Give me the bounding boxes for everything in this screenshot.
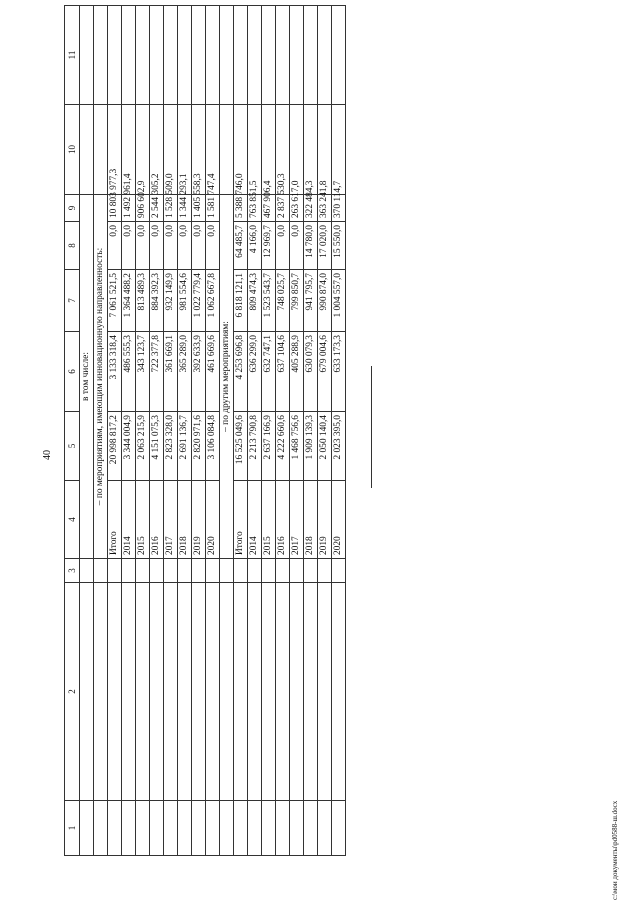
value-cell: 722 377,8 [149, 332, 163, 412]
separator-line [371, 366, 372, 488]
value-cell: 1 022 779,4 [191, 270, 205, 332]
value-cell: 981 554,6 [177, 270, 191, 332]
value-cell: 2 213 790,8 [247, 412, 261, 481]
empty-cell [177, 801, 191, 856]
year-cell: 2016 [275, 481, 289, 559]
year-cell: 2019 [191, 481, 205, 559]
value-cell: 14 780,0 [303, 222, 317, 270]
empty-cell [275, 6, 289, 105]
table-row [163, 6, 177, 856]
value-cell: 343 123,7 [135, 332, 149, 412]
value-cell: 12 969,7 [261, 222, 275, 270]
column-number: 2 [65, 583, 80, 801]
value-cell: 461 669,6 [205, 332, 219, 412]
value-cell: 748 025,7 [275, 270, 289, 332]
year-cell: Итого [107, 481, 121, 559]
empty-cell [149, 559, 163, 583]
empty-cell [177, 559, 191, 583]
empty-cell [93, 105, 107, 195]
table-row [303, 6, 317, 856]
year-cell: Итого [233, 481, 247, 559]
value-cell: 884 392,3 [149, 270, 163, 332]
empty-cell [177, 6, 191, 105]
empty-cell [121, 583, 135, 801]
year-cell: 2018 [303, 481, 317, 559]
empty-cell [303, 559, 317, 583]
empty-cell [93, 801, 107, 856]
empty-cell [219, 105, 233, 195]
year-cell: 2015 [135, 481, 149, 559]
value-cell: 0,0 [191, 222, 205, 270]
empty-cell [191, 6, 205, 105]
year-cell: 2020 [331, 481, 345, 559]
value-cell: 813 489,3 [135, 270, 149, 332]
empty-cell [233, 801, 247, 856]
subheader-row [79, 6, 93, 856]
year-cell: 2019 [317, 481, 331, 559]
empty-cell [191, 559, 205, 583]
value-cell: 1 364 488,2 [121, 270, 135, 332]
empty-cell [275, 559, 289, 583]
empty-cell [303, 801, 317, 856]
table-row [317, 6, 331, 856]
empty-cell [163, 6, 177, 105]
table-row [205, 6, 219, 856]
empty-cell [135, 559, 149, 583]
value-cell: 1 523 543,7 [261, 270, 275, 332]
year-cell: 2014 [121, 481, 135, 559]
empty-cell [79, 559, 93, 583]
empty-cell [261, 801, 275, 856]
empty-cell [289, 6, 303, 105]
empty-cell [149, 6, 163, 105]
empty-cell [261, 559, 275, 583]
value-cell: 679 004,6 [317, 332, 331, 412]
value-cell: 932 149,9 [163, 270, 177, 332]
value-cell: 4 253 696,8 [233, 332, 247, 412]
empty-cell [93, 583, 107, 801]
value-cell: 2 820 971,6 [191, 412, 205, 481]
empty-cell [233, 559, 247, 583]
value-cell: 0,0 [121, 222, 135, 270]
empty-cell [317, 801, 331, 856]
value-cell: 467 906,4 [261, 195, 275, 222]
column-number: 6 [65, 332, 80, 412]
value-cell: 20 998 817,2 [107, 412, 121, 481]
empty-cell [261, 583, 275, 801]
value-cell: 0,0 [107, 222, 121, 270]
empty-cell [93, 559, 107, 583]
table-row [177, 6, 191, 856]
table-row [121, 6, 135, 856]
empty-cell [79, 105, 93, 195]
value-cell: 636 299,0 [247, 332, 261, 412]
table-row [149, 6, 163, 856]
empty-cell [247, 583, 261, 801]
column-number: 4 [65, 481, 80, 559]
year-cell: 2015 [261, 481, 275, 559]
empty-cell [331, 583, 345, 801]
column-number-row [65, 6, 80, 856]
value-cell: 486 555,3 [121, 332, 135, 412]
empty-cell [247, 559, 261, 583]
value-cell: 1 528 509,0 [163, 195, 177, 222]
column-number: 10 [65, 105, 80, 195]
value-cell: 630 079,3 [303, 332, 317, 412]
value-cell: 0,0 [205, 222, 219, 270]
column-number: 3 [65, 559, 80, 583]
empty-cell [219, 6, 233, 105]
value-cell: 0,0 [275, 222, 289, 270]
table-row [331, 6, 345, 856]
empty-cell [289, 801, 303, 856]
value-cell: 2 823 328,0 [163, 412, 177, 481]
value-cell: 2 837 530,3 [275, 195, 289, 222]
empty-cell [317, 583, 331, 801]
value-cell: 1 468 756,6 [289, 412, 303, 481]
empty-cell [289, 559, 303, 583]
value-cell: 637 104,6 [275, 332, 289, 412]
value-cell: 3 133 318,4 [107, 332, 121, 412]
empty-cell [303, 583, 317, 801]
section2-title: – по другим мероприятиям: [219, 195, 233, 559]
value-cell: 5 388 746,0 [233, 195, 247, 222]
subheader-label: в том числе: [79, 195, 93, 559]
value-cell: 809 474,3 [247, 270, 261, 332]
year-cell: 2018 [177, 481, 191, 559]
year-cell: 2016 [149, 481, 163, 559]
empty-cell [135, 583, 149, 801]
value-cell: 2 050 140,4 [317, 412, 331, 481]
value-cell: 16 525 049,6 [233, 412, 247, 481]
empty-cell [149, 583, 163, 801]
year-cell: 2017 [289, 481, 303, 559]
table-row [233, 6, 247, 856]
value-cell: 363 241,8 [317, 195, 331, 222]
value-cell: 941 795,7 [303, 270, 317, 332]
empty-cell [93, 6, 107, 105]
empty-cell [79, 6, 93, 105]
value-cell: 2 637 166,9 [261, 412, 275, 481]
empty-cell [331, 801, 345, 856]
column-number: 7 [65, 270, 80, 332]
empty-cell [331, 6, 345, 105]
empty-cell [177, 583, 191, 801]
value-cell: 633 173,3 [331, 332, 345, 412]
table-row [135, 6, 149, 856]
empty-cell [107, 801, 121, 856]
table-row [247, 6, 261, 856]
empty-cell [261, 6, 275, 105]
value-cell: 1 004 557,0 [331, 270, 345, 332]
value-cell: 2 544 305,2 [149, 195, 163, 222]
table-row [275, 6, 289, 856]
empty-cell [205, 6, 219, 105]
column-number: 5 [65, 412, 80, 481]
value-cell: 15 550,0 [331, 222, 345, 270]
value-cell: 322 484,3 [303, 195, 317, 222]
footer-file-path: c:\мои документы\pd0588-ш.docx [611, 800, 619, 900]
empty-cell [79, 583, 93, 801]
value-cell: 392 633,9 [191, 332, 205, 412]
section1-title-row [93, 6, 107, 856]
year-cell: 2014 [247, 481, 261, 559]
value-cell: 405 288,9 [289, 332, 303, 412]
table-row [261, 6, 275, 856]
empty-cell [121, 6, 135, 105]
value-cell: 370 114,7 [331, 195, 345, 222]
empty-cell [191, 583, 205, 801]
empty-cell [107, 559, 121, 583]
empty-cell [205, 583, 219, 801]
empty-cell [219, 801, 233, 856]
value-cell: 0,0 [135, 222, 149, 270]
year-cell: 2017 [163, 481, 177, 559]
empty-cell [289, 583, 303, 801]
empty-cell [79, 801, 93, 856]
empty-cell [233, 6, 247, 105]
empty-cell [149, 801, 163, 856]
value-cell: 4 222 660,6 [275, 412, 289, 481]
value-cell: 0,0 [149, 222, 163, 270]
value-cell: 10 803 977,3 [107, 195, 121, 222]
value-cell: 64 485,7 [233, 222, 247, 270]
year-cell: 2020 [205, 481, 219, 559]
column-number: 1 [65, 801, 80, 856]
empty-cell [219, 583, 233, 801]
column-number: 9 [65, 195, 80, 222]
value-cell: 906 602,9 [135, 195, 149, 222]
value-cell: 263 617,0 [289, 195, 303, 222]
empty-cell [121, 559, 135, 583]
empty-cell [303, 6, 317, 105]
value-cell: 1 062 667,8 [205, 270, 219, 332]
value-cell: 4 166,0 [247, 222, 261, 270]
empty-cell [107, 6, 121, 105]
empty-cell [275, 801, 289, 856]
empty-cell [135, 801, 149, 856]
value-cell: 17 020,0 [317, 222, 331, 270]
empty-cell [331, 559, 345, 583]
empty-cell [233, 583, 247, 801]
value-cell: 2 063 215,9 [135, 412, 149, 481]
empty-cell [219, 559, 233, 583]
empty-cell [163, 583, 177, 801]
empty-cell [205, 559, 219, 583]
value-cell: 3 344 004,9 [121, 412, 135, 481]
value-cell: 0,0 [177, 222, 191, 270]
value-cell: 632 747,1 [261, 332, 275, 412]
value-cell: 361 669,1 [163, 332, 177, 412]
value-cell: 1 909 139,3 [303, 412, 317, 481]
empty-cell [317, 6, 331, 105]
empty-cell [163, 559, 177, 583]
table-row [289, 6, 303, 856]
value-cell: 1 492 961,4 [121, 195, 135, 222]
value-cell: 763 851,5 [247, 195, 261, 222]
empty-cell [247, 801, 261, 856]
empty-cell [135, 6, 149, 105]
table-row [107, 6, 121, 856]
value-cell: 1 581 747,4 [205, 195, 219, 222]
empty-cell [191, 801, 205, 856]
column-number: 8 [65, 222, 80, 270]
value-cell: 7 061 521,5 [107, 270, 121, 332]
value-cell: 0,0 [289, 222, 303, 270]
value-cell: 3 106 084,8 [205, 412, 219, 481]
table-row [191, 6, 205, 856]
value-cell: 6 818 121,1 [233, 270, 247, 332]
value-cell: 0,0 [163, 222, 177, 270]
value-cell: 799 850,7 [289, 270, 303, 332]
empty-cell [163, 801, 177, 856]
empty-cell [247, 6, 261, 105]
value-cell: 1 344 293,1 [177, 195, 191, 222]
data-table [64, 34, 346, 856]
empty-cell [107, 583, 121, 801]
value-cell: 2 691 136,7 [177, 412, 191, 481]
empty-cell [317, 559, 331, 583]
value-cell: 4 151 075,3 [149, 412, 163, 481]
value-cell: 365 289,0 [177, 332, 191, 412]
section1-title: – по мероприятиям, имеющим инновационную направленность: [93, 195, 107, 559]
section2-title-row [219, 6, 233, 856]
value-cell: 2 023 395,0 [331, 412, 345, 481]
empty-cell [121, 801, 135, 856]
empty-cell [275, 583, 289, 801]
page-number: 40 [42, 450, 53, 460]
empty-cell [205, 801, 219, 856]
value-cell: 990 874,0 [317, 270, 331, 332]
column-number: 11 [65, 6, 80, 105]
value-cell: 1 405 558,3 [191, 195, 205, 222]
